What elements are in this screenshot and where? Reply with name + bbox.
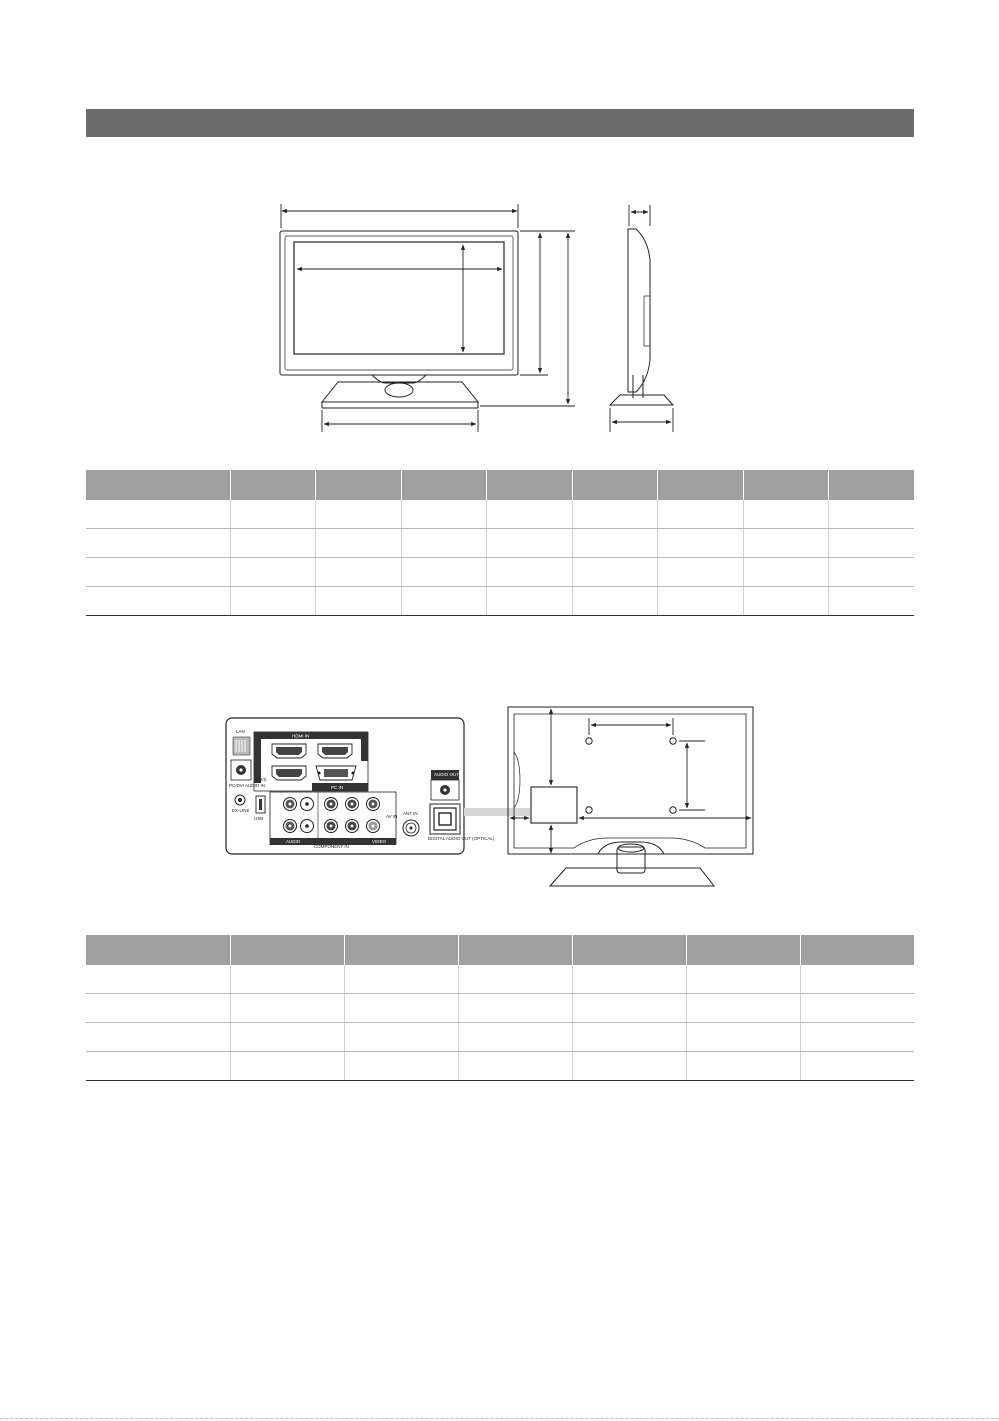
table-cell xyxy=(458,965,572,994)
lan-label: LAN xyxy=(236,729,245,734)
table-header-cell xyxy=(572,470,657,500)
table-cell xyxy=(486,587,572,616)
table-cell xyxy=(344,965,458,994)
ex-link-label: EX-LINK xyxy=(232,808,250,813)
pc-in-port-icon xyxy=(316,766,356,780)
table-cell xyxy=(86,558,230,587)
table-cell xyxy=(743,529,828,558)
table-cell xyxy=(486,529,572,558)
digital-audio-out-label: DIGITAL AUDIO OUT (OPTICAL) xyxy=(428,836,495,841)
table-cell xyxy=(657,529,743,558)
table-cell xyxy=(800,1023,914,1052)
table-cell xyxy=(401,529,486,558)
tv-side-back-panel xyxy=(644,296,650,346)
table-cell xyxy=(458,1052,572,1081)
audio-out-label: AUDIO OUT xyxy=(434,772,460,777)
table-cell xyxy=(743,587,828,616)
table-header-cell xyxy=(315,470,401,500)
table-cell xyxy=(686,1052,800,1081)
hdmi-port-icon xyxy=(272,766,306,780)
table-header-cell xyxy=(401,470,486,500)
table-cell xyxy=(230,1052,344,1081)
table-cell xyxy=(686,994,800,1023)
tv-stand-base xyxy=(322,382,478,402)
table-row xyxy=(86,500,914,529)
mount-table-header-row xyxy=(86,935,914,965)
vesa-hole-icon xyxy=(586,807,592,813)
table-header-cell xyxy=(344,935,458,965)
table-cell xyxy=(230,994,344,1023)
table-cell xyxy=(230,558,315,587)
lan-port-icon xyxy=(233,737,250,755)
table-cell xyxy=(743,558,828,587)
table-cell xyxy=(86,587,230,616)
vesa-hole-icon xyxy=(670,807,676,813)
table-cell xyxy=(486,558,572,587)
table-cell xyxy=(86,965,230,994)
rca-jack-icon xyxy=(301,820,314,833)
table-cell xyxy=(572,994,686,1023)
hdmi-port-icon xyxy=(272,744,306,758)
usb-port-icon xyxy=(256,796,265,813)
audio-label: AUDIO xyxy=(286,839,301,844)
table-cell xyxy=(86,1052,230,1081)
rear-terminal-cover xyxy=(531,787,577,823)
table-cell xyxy=(657,587,743,616)
table-cell xyxy=(230,587,315,616)
table-header-cell xyxy=(657,470,743,500)
table-cell xyxy=(828,587,914,616)
dimension-table-header-row xyxy=(86,470,914,500)
tv-front-bezel-inner xyxy=(285,236,513,370)
component-in-label: COMPONENT IN xyxy=(314,844,349,849)
table-header-cell xyxy=(230,935,344,965)
tv-screen xyxy=(294,242,504,354)
table-cell xyxy=(486,500,572,529)
table-row xyxy=(86,994,914,1023)
av-in-label: AV IN xyxy=(386,814,398,819)
table-cell xyxy=(572,1023,686,1052)
table-header-cell xyxy=(572,935,686,965)
wall-mount-table xyxy=(86,935,914,1081)
table-cell xyxy=(401,500,486,529)
tv-side-profile xyxy=(628,229,650,392)
table-row xyxy=(86,1023,914,1052)
table-cell xyxy=(657,500,743,529)
table-header-cell xyxy=(828,470,914,500)
table-cell xyxy=(315,558,401,587)
table-cell xyxy=(686,965,800,994)
table-cell xyxy=(315,587,401,616)
rca-jack-icon xyxy=(325,798,338,811)
table-cell xyxy=(230,529,315,558)
antenna-jack-icon xyxy=(403,820,419,836)
table-cell xyxy=(828,529,914,558)
table-row xyxy=(86,558,914,587)
table-header-cell xyxy=(743,470,828,500)
hdmi-port-icon xyxy=(318,744,352,758)
pc-dvi-audio-jack-icon xyxy=(231,760,251,780)
tv-side-stand-base xyxy=(610,395,673,405)
table-row xyxy=(86,587,914,616)
rca-jack-icon xyxy=(325,820,338,833)
table-cell xyxy=(800,1052,914,1081)
table-cell xyxy=(344,1052,458,1081)
ex-link-jack-icon xyxy=(235,795,245,805)
table-cell xyxy=(743,500,828,529)
vesa-hole-icon xyxy=(670,738,676,744)
table-cell xyxy=(572,587,657,616)
table-cell xyxy=(572,500,657,529)
rca-jack-icon xyxy=(284,798,297,811)
tv-rear-stand-base xyxy=(550,868,714,886)
tv-rear-view xyxy=(508,707,753,886)
table-cell xyxy=(458,1023,572,1052)
dimension-table xyxy=(86,470,914,616)
table-cell xyxy=(572,1052,686,1081)
tv-stand-joint xyxy=(385,383,413,397)
page-footer-divider xyxy=(0,1418,999,1419)
table-cell xyxy=(344,1023,458,1052)
optical-out-port-icon xyxy=(430,804,460,834)
table-cell xyxy=(572,965,686,994)
tv-front-bezel xyxy=(280,231,518,375)
table-cell xyxy=(401,558,486,587)
table-cell xyxy=(828,500,914,529)
rca-jack-icon xyxy=(346,820,359,833)
table-cell xyxy=(230,1023,344,1052)
table-header-cell xyxy=(800,935,914,965)
table-header-cell xyxy=(86,470,230,500)
table-cell xyxy=(86,1023,230,1052)
hdmi-block xyxy=(254,732,368,791)
pc-in-label: PC IN xyxy=(331,785,344,790)
table-cell xyxy=(230,500,315,529)
table-header-cell xyxy=(86,935,230,965)
rca-jack-icon xyxy=(367,820,380,833)
table-cell xyxy=(800,965,914,994)
rca-jack-icon xyxy=(346,798,359,811)
rca-jack-icon xyxy=(284,820,297,833)
table-header-cell xyxy=(686,935,800,965)
tv-dimension-diagram xyxy=(270,200,690,440)
rca-jack-icon xyxy=(301,798,314,811)
audio-out-jack-icon xyxy=(431,780,459,800)
rear-panel-diagram xyxy=(220,700,790,895)
table-cell xyxy=(401,587,486,616)
table-row xyxy=(86,1052,914,1081)
table-cell xyxy=(86,529,230,558)
pc-dvi-audio-label: PC/DVI AUDIO IN xyxy=(229,783,266,788)
table-cell xyxy=(315,500,401,529)
table-header-cell xyxy=(230,470,315,500)
table-header-cell xyxy=(458,935,572,965)
video-label: VIDEO xyxy=(372,839,387,844)
table-cell xyxy=(800,994,914,1023)
hdmi-in-label: HDMI IN xyxy=(292,733,310,739)
table-cell xyxy=(572,558,657,587)
section-header-bar xyxy=(86,109,914,137)
rca-jack-icon xyxy=(367,798,380,811)
ant-in-label: ANT IN xyxy=(403,811,418,816)
table-cell xyxy=(686,1023,800,1052)
table-cell xyxy=(458,994,572,1023)
tv-rear-frame xyxy=(508,707,753,854)
table-cell xyxy=(828,558,914,587)
table-cell xyxy=(315,529,401,558)
usb-label: USB xyxy=(254,816,264,821)
vesa-hole-icon xyxy=(586,738,592,744)
table-cell xyxy=(86,994,230,1023)
table-header-cell xyxy=(486,470,572,500)
table-row xyxy=(86,529,914,558)
table-row xyxy=(86,965,914,994)
table-cell xyxy=(344,994,458,1023)
table-cell xyxy=(230,965,344,994)
table-cell xyxy=(572,529,657,558)
dvi-label: (DVI) xyxy=(256,777,267,782)
panel-connector-bar xyxy=(464,808,530,816)
table-cell xyxy=(657,558,743,587)
table-cell xyxy=(86,500,230,529)
